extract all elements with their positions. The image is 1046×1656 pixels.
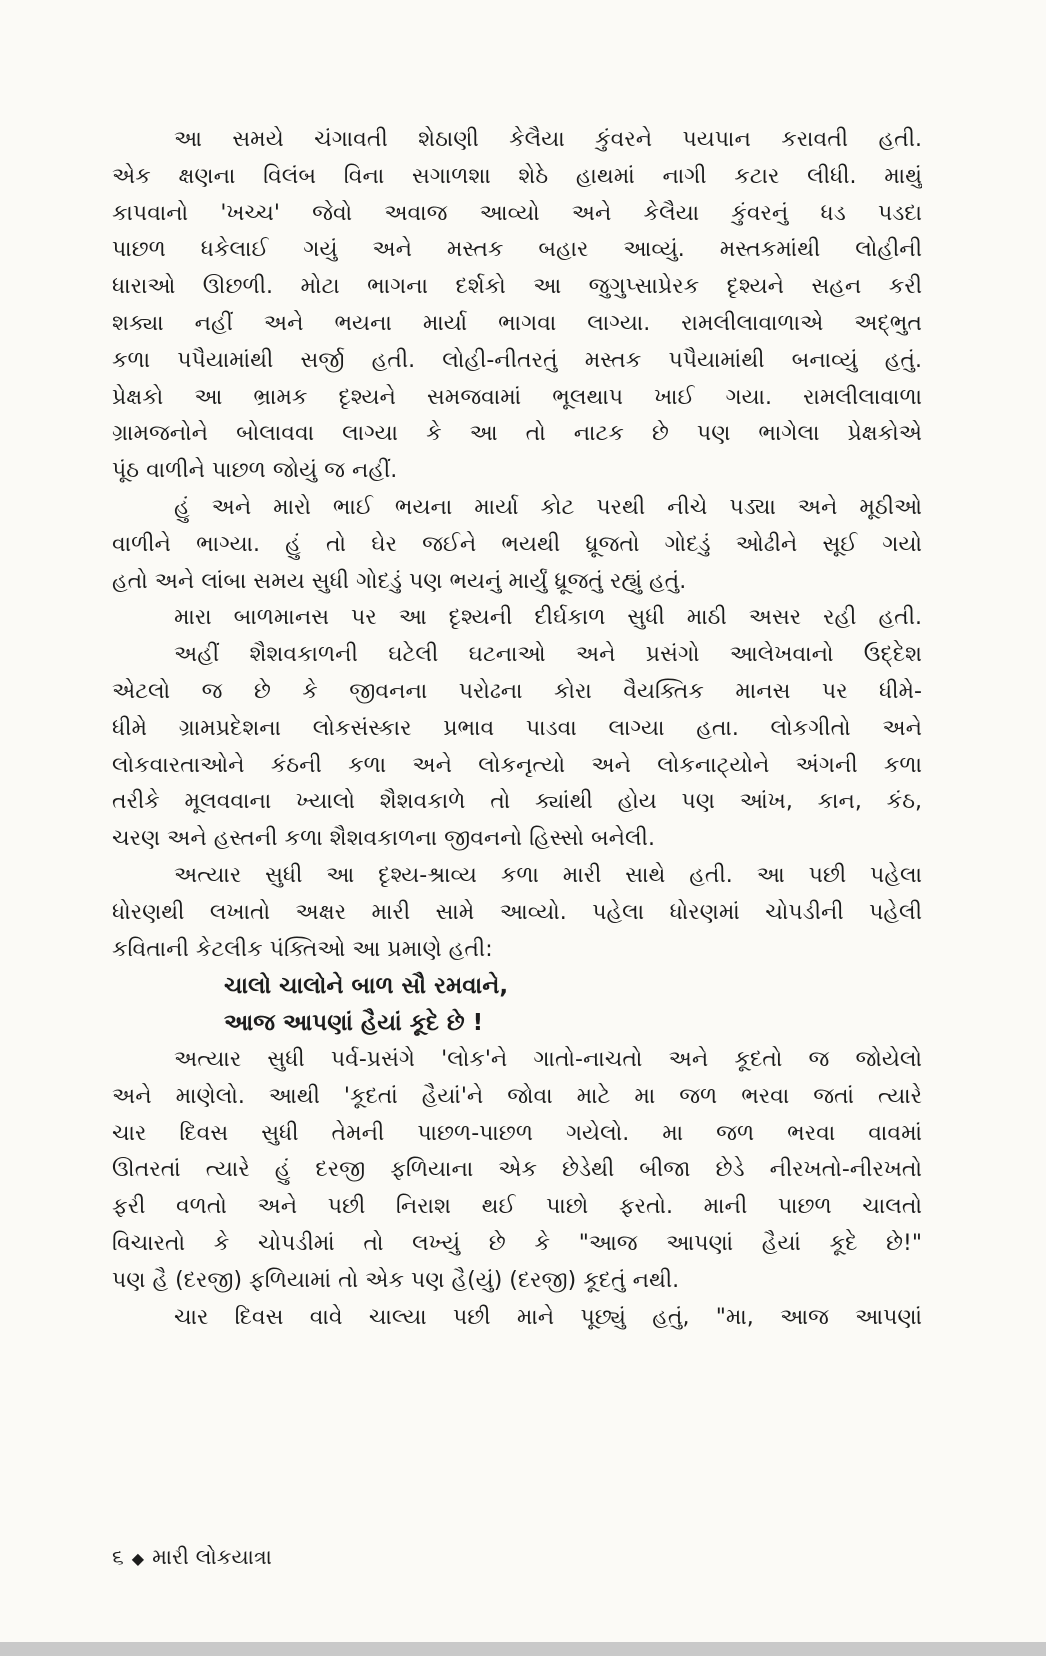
poem-line: આજ આપણાં હૈયાં કૂદે છે ! bbox=[224, 1010, 484, 1037]
text-line: ચાર દિવસ સુધી તેમની પાછળ-પાછળ ગયેલો. મા જળ ભરવા વાવમાં bbox=[112, 1120, 922, 1146]
text-line: અત્યાર સુધી પર્વ-પ્રસંગે 'લોક'ને ગાતો-નાચતો અને કૂદતો જ જોયેલો bbox=[174, 1046, 922, 1072]
text-line: અને માણેલો. આથી 'કૂદતાં હૈયાં'ને જોવા માટે મા જળ ભરવા જતાં ત્યારે bbox=[112, 1083, 922, 1109]
text-line: વિચારતો કે ચોપડીમાં તો લખ્યું છે કે "આજ આપણાં હૈયાં કૂદે છે!" bbox=[112, 1230, 922, 1256]
page-bottom-edge bbox=[0, 1642, 1046, 1656]
text-line: એક ક્ષણના વિલંબ વિના સગાળશા શેઠે હાથમાં નાગી કટાર લીધી. માથું bbox=[112, 163, 922, 189]
text-line: ધારાઓ ઊછળી. મોટા ભાગના દર્શકો આ જુગુપ્સાપ્રેરક દૃશ્યને સહન કરી bbox=[112, 274, 922, 300]
text-line: ગ્રામજનોને બોલાવવા લાગ્યા કે આ તો નાટક છે પણ ભાગેલા પ્રેક્ષકોએ bbox=[112, 421, 922, 447]
text-line: મારા બાળમાનસ પર આ દૃશ્યની દીર્ઘકાળ સુધી માઠી અસર રહી હતી. bbox=[174, 605, 922, 631]
text-line: કવિતાની કેટલીક પંક્તિઓ આ પ્રમાણે હતી: bbox=[112, 936, 493, 962]
text-line: અહીં શૈશવકાળની ઘટેલી ઘટનાઓ અને પ્રસંગો આલેખવાનો ઉદ્દેશ bbox=[174, 642, 922, 668]
text-line: શક્યા નહીં અને ભયના માર્યા ભાગવા લાગ્યા. રામલીલાવાળાએ અદ્ભુત bbox=[112, 310, 922, 336]
text-line: ઊતરતાં ત્યારે હું દરજી ફળિયાના એક છેડેથી બીજા છેડે નીરખતો-નીરખતો bbox=[112, 1157, 922, 1183]
text-line: લોકવારતાઓને કંઠની કળા અને લોકનૃત્યો અને લોકનાટ્યોને અંગની કળા bbox=[112, 752, 922, 778]
text-line: તરીકે મૂલવવાના ખ્યાલો શૈશવકાળે તો ક્યાંથી હોય પણ આંખ, કાન, કંઠ, bbox=[112, 789, 922, 815]
text-line: ચાર દિવસ વાવે ચાલ્યા પછી માને પૂછ્યું હતું, "મા, આજ આપણાં bbox=[174, 1304, 922, 1330]
text-line: વાળીને ભાગ્યા. હું તો ઘેર જઈને ભયથી ધ્રૂજતો ગોદડું ઓઢીને સૂઈ ગયો bbox=[112, 531, 922, 557]
book-title: મારી લોકયાત્રા bbox=[152, 1545, 272, 1569]
text-line: ધીમે ગ્રામપ્રદેશના લોકસંસ્કાર પ્રભાવ પાડવા લાગ્યા હતા. લોકગીતો અને bbox=[112, 715, 922, 741]
text-line: હું અને મારો ભાઈ ભયના માર્યા કોટ પરથી નીચે પડ્યા અને મૂઠીઓ bbox=[174, 494, 922, 520]
page-footer bbox=[112, 1542, 272, 1574]
text-line: પાછળ ધકેલાઈ ગયું અને મસ્તક બહાર આવ્યું. મસ્તકમાંથી લોહીની bbox=[112, 237, 922, 263]
text-line: કાપવાનો 'ખચ્ચ' જેવો અવાજ આવ્યો અને કેલૈયા કુંવરનું ધડ પડદા bbox=[112, 200, 922, 226]
text-line: હતો અને લાંબા સમય સુધી ગોદડું પણ ભયનું માર્યું ધ્રૂજતું રહ્યું હતું. bbox=[112, 568, 687, 594]
text-line: ફરી વળતો અને પછી નિરાશ થઈ પાછો ફરતો. માની પાછળ ચાલતો bbox=[112, 1194, 922, 1220]
text-line: ધોરણથી લખાતો અક્ષર મારી સામે આવ્યો. પહેલા ધોરણમાં ચોપડીની પહેલી bbox=[112, 899, 922, 925]
text-line: પણ હૈ (દરજી) ફળિયામાં તો એક પણ હૈ(યું) (દરજી) કૂદતું નથી. bbox=[112, 1267, 680, 1293]
text-line: કળા પપૈયામાંથી સર્જી હતી. લોહી-નીતરતું મસ્તક પપૈયામાંથી બનાવ્યું હતું. bbox=[112, 347, 922, 373]
text-line: પ્રેક્ષકો આ ભ્રામક દૃશ્યને સમજવામાં ભૂલથાપ ખાઈ ગયા. રામલીલાવાળા bbox=[112, 384, 922, 410]
page-number: ૬ bbox=[112, 1545, 124, 1569]
body-text bbox=[112, 122, 922, 1336]
diamond-bullet-icon: ◆ bbox=[131, 1549, 145, 1568]
text-line: પૂંઠ વાળીને પાછળ જોયું જ નહીં. bbox=[112, 458, 398, 484]
text-line: એટલો જ છે કે જીવનના પરોઢના કોરા વૈયક્તિક માનસ પર ધીમે- bbox=[112, 678, 922, 704]
poem-line: ચાલો ચાલોને બાળ સૌ રમવાને, bbox=[224, 973, 509, 1000]
text-line: આ સમયે ચંગાવતી શેઠાણી કેલૈયા કુંવરને પયપાન કરાવતી હતી. bbox=[174, 127, 922, 152]
text-line: અત્યાર સુધી આ દૃશ્ય-શ્રાવ્ય કળા મારી સાથે હતી. આ પછી પહેલા bbox=[174, 862, 922, 888]
text-line: ચરણ અને હસ્તની કળા શૈશવકાળના જીવનનો હિસ્સો બનેલી. bbox=[112, 826, 655, 852]
